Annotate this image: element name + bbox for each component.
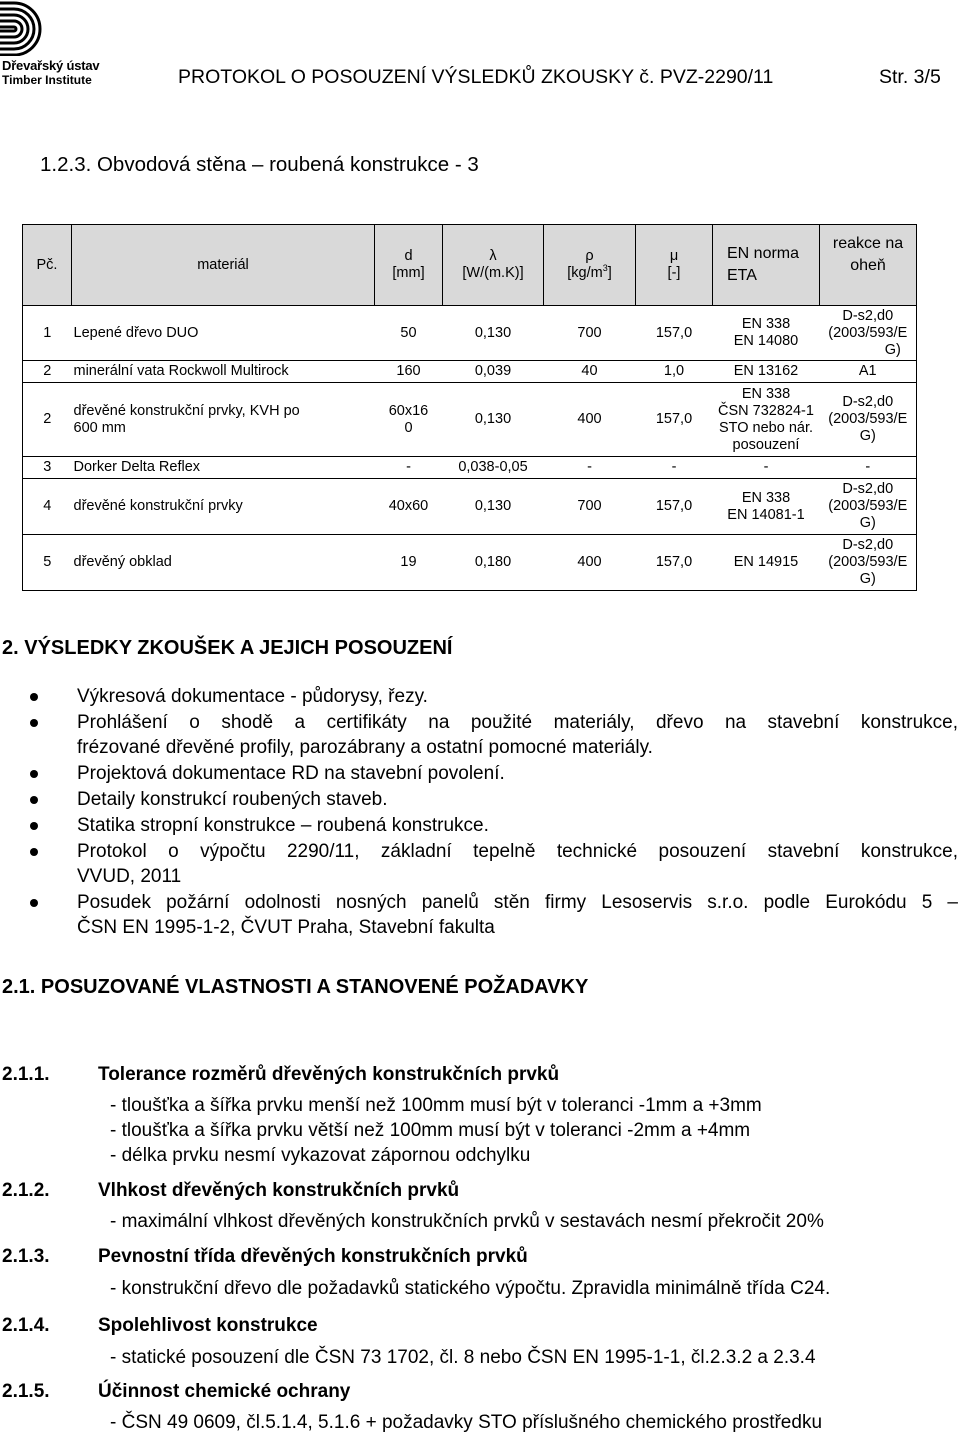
protocol-title: PROTOKOL O POSOUZENÍ VÝSLEDKŮ ZKOUSKY č. PVZ-2290/11 bbox=[178, 66, 774, 88]
table-row bbox=[23, 361, 917, 383]
norm-line: STO nebo nár. bbox=[718, 419, 814, 436]
col-header-pc: Pč. bbox=[23, 225, 72, 306]
cell-pc: 5 bbox=[23, 535, 72, 591]
subsection-title: Pevnostní třída dřevěných konstrukčních prvků bbox=[98, 1246, 528, 1267]
bullet-icon bbox=[30, 848, 38, 856]
cell-lambda: 0,180 bbox=[443, 535, 544, 591]
list-item-text: frézované dřevěné profily, parozábrany a ostatní pomocné materiály. bbox=[77, 737, 653, 758]
mu-unit: [-] bbox=[667, 265, 681, 281]
bullet-icon bbox=[30, 719, 38, 727]
norm-line: EN 14081-1 bbox=[727, 506, 805, 523]
fire-line: (2003/593/E bbox=[828, 498, 908, 514]
cell-d bbox=[375, 383, 443, 457]
section-heading: 1.2.3. Obvodová stěna – roubená konstrukce - 3 bbox=[40, 153, 479, 176]
logo-subtitle: Timber Institute bbox=[2, 73, 92, 87]
bullet-icon bbox=[30, 822, 38, 830]
cell-material bbox=[72, 383, 375, 457]
fire-line: G) bbox=[859, 515, 876, 531]
cell-rho: 400 bbox=[544, 535, 636, 591]
cell-norm: - bbox=[713, 457, 820, 479]
rho-unit-sup: 3 bbox=[602, 263, 608, 274]
bullet-icon bbox=[30, 770, 38, 778]
cell-lambda: 0,039 bbox=[443, 361, 544, 383]
subsection-number: 2.1.1. bbox=[2, 1064, 50, 1085]
fire-line: D-s2,d0 bbox=[842, 537, 894, 553]
cell-pc: 1 bbox=[23, 306, 72, 361]
table-header-row bbox=[23, 225, 917, 306]
cell-norm: EN 13162 bbox=[713, 361, 820, 383]
cell-fire bbox=[820, 479, 917, 535]
list-item bbox=[30, 787, 958, 812]
cell-rho: - bbox=[544, 457, 636, 479]
norm-line: EN 338 bbox=[741, 489, 791, 506]
subsection-number: 2.1.4. bbox=[2, 1315, 50, 1336]
list-item bbox=[30, 761, 958, 786]
fire-line: (2003/593/E bbox=[828, 411, 908, 427]
cell-material: dřevěný obklad bbox=[72, 535, 375, 591]
requirement-line: - délka prvku nesmí vykazovat zápornou odchylku bbox=[110, 1145, 531, 1166]
cell-pc: 4 bbox=[23, 479, 72, 535]
cell-d: 40x60 bbox=[375, 479, 443, 535]
cell-lambda: 0,130 bbox=[443, 383, 544, 457]
cell-rho: 700 bbox=[544, 479, 636, 535]
logo-name: Dřevařský ústav bbox=[2, 58, 100, 73]
norm-line: EN 338 bbox=[741, 385, 791, 402]
norm-line: EN 338 bbox=[741, 316, 791, 332]
table-row bbox=[23, 479, 917, 535]
cell-d: 160 bbox=[375, 361, 443, 383]
bullet-icon bbox=[30, 796, 38, 804]
properties-heading: 2.1. POSUZOVANÉ VLASTNOSTI A STANOVENÉ POŽADAVKY bbox=[2, 976, 589, 998]
subsection-number: 2.1.5. bbox=[2, 1381, 50, 1402]
fire-line: G) bbox=[859, 571, 876, 587]
cell-mu: 1,0 bbox=[636, 361, 713, 383]
cell-norm bbox=[713, 306, 820, 361]
table-row bbox=[23, 306, 917, 361]
requirement-line: - maximální vlhkost dřevěných konstrukčních prvků v sestavách nesmí překročit 20% bbox=[110, 1211, 824, 1232]
subsection-title: Spolehlivost konstrukce bbox=[98, 1315, 318, 1336]
material-line: 600 mm bbox=[73, 419, 126, 436]
fire-line: D-s2,d0 bbox=[842, 307, 894, 324]
subsection-title: Tolerance rozměrů dřevěných konstrukčních prvků bbox=[98, 1064, 560, 1085]
page-number: Str. 3/5 bbox=[879, 66, 941, 88]
requirement-line: - ČSN 49 0609, čl.5.1.4, 5.1.6 + požadavky STO příslušného chemického prostředku bbox=[110, 1412, 823, 1433]
cell-fire bbox=[820, 383, 917, 457]
cell-norm bbox=[713, 479, 820, 535]
cell-d: 19 bbox=[375, 535, 443, 591]
cell-norm bbox=[713, 383, 820, 457]
subsection-number: 2.1.2. bbox=[2, 1180, 50, 1201]
cell-norm: EN 14915 bbox=[713, 535, 820, 591]
fire-line: (2003/593/E bbox=[828, 554, 908, 570]
list-item bbox=[30, 813, 958, 838]
list-item-text: Prohlášení o shodě a certifikáty na použité materiály, dřevo na stavební konstrukce, bbox=[77, 712, 958, 733]
col-header-d bbox=[375, 225, 443, 306]
cell-fire: A1 bbox=[820, 361, 917, 383]
norm-line: EN 14080 bbox=[733, 333, 799, 349]
fire-line: D-s2,d0 bbox=[842, 394, 894, 410]
col-header-lambda bbox=[443, 225, 544, 306]
fire-line: D-s2,d0 bbox=[842, 481, 894, 497]
cell-mu: 157,0 bbox=[636, 535, 713, 591]
rho-unit: [kg/m bbox=[567, 265, 603, 281]
d-line: 60x16 bbox=[388, 402, 429, 419]
documents-list bbox=[30, 684, 958, 941]
fire-line: G) bbox=[859, 428, 876, 444]
cell-material: Dorker Delta Reflex bbox=[72, 457, 375, 479]
bullet-icon bbox=[30, 693, 38, 701]
cell-pc: 2 bbox=[23, 361, 72, 383]
cell-material: minerální vata Rockwoll Multirock bbox=[72, 361, 375, 383]
table-row bbox=[23, 535, 917, 591]
mu-symbol: μ bbox=[669, 248, 679, 264]
list-item-text: Protokol o výpočtu 2290/11, základní tepelně technické posouzení stavební konstrukce, bbox=[77, 841, 958, 862]
col-header-rho bbox=[544, 225, 636, 306]
subsection-title: Vlhkost dřevěných konstrukčních prvků bbox=[98, 1180, 460, 1201]
cell-fire: - bbox=[820, 457, 917, 479]
list-item-text: Statika stropní konstrukce – roubená konstrukce. bbox=[77, 815, 489, 836]
cell-rho: 700 bbox=[544, 306, 636, 361]
list-item-text: Výkresová dokumentace - půdorysy, řezy. bbox=[77, 686, 428, 707]
d-unit: [mm] bbox=[392, 265, 425, 281]
cell-pc: 2 bbox=[23, 383, 72, 457]
cell-lambda: 0,038-0,05 bbox=[443, 457, 544, 479]
requirement-line: - statické posouzení dle ČSN 73 1702, čl. 8 nebo ČSN EN 1995-1-1, čl.2.3.2 a 2.3.4 bbox=[110, 1347, 816, 1368]
cell-mu: 157,0 bbox=[636, 383, 713, 457]
cell-rho: 40 bbox=[544, 361, 636, 383]
cell-mu: - bbox=[636, 457, 713, 479]
requirement-line: - tloušťka a šířka prvku menší než 100mm musí být v toleranci -1mm a +3mm bbox=[110, 1095, 762, 1116]
list-item bbox=[30, 710, 958, 760]
cell-fire bbox=[820, 535, 917, 591]
table-row bbox=[23, 383, 917, 457]
rho-symbol: ρ bbox=[585, 248, 594, 264]
cell-material: dřevěné konstrukční prvky bbox=[72, 479, 375, 535]
rho-unit-close: ] bbox=[607, 265, 612, 281]
lambda-symbol: λ bbox=[489, 248, 497, 264]
fire-line: G) bbox=[884, 341, 901, 358]
col-header-norm: EN norma ETA bbox=[713, 225, 820, 306]
institute-logo bbox=[0, 0, 150, 95]
list-item-text: Detaily konstrukcí roubených staveb. bbox=[77, 789, 388, 810]
col-header-fire: reakce na oheň bbox=[820, 225, 917, 306]
cell-lambda: 0,130 bbox=[443, 479, 544, 535]
list-item bbox=[30, 839, 958, 889]
cell-pc: 3 bbox=[23, 457, 72, 479]
cell-mu: 157,0 bbox=[636, 306, 713, 361]
cell-d: - bbox=[375, 457, 443, 479]
cell-material: Lepené dřevo DUO bbox=[72, 306, 375, 361]
cell-rho: 400 bbox=[544, 383, 636, 457]
col-header-material: materiál bbox=[72, 225, 375, 306]
col-header-mu bbox=[636, 225, 713, 306]
cell-mu: 157,0 bbox=[636, 479, 713, 535]
list-item-text: VVUD, 2011 bbox=[77, 866, 182, 887]
list-item-text: Posudek požární odolnosti nosných panelů stěn firmy Lesoservis s.r.o. podle Eurokódu 5 – bbox=[77, 892, 958, 913]
norm-line: ČSN 732824-1 bbox=[718, 402, 814, 419]
materials-table bbox=[22, 224, 916, 591]
d-line: 0 bbox=[404, 419, 413, 436]
cell-d: 50 bbox=[375, 306, 443, 361]
subsection-number: 2.1.3. bbox=[2, 1246, 50, 1267]
material-line: dřevěné konstrukční prvky, KVH po bbox=[73, 402, 300, 419]
list-item bbox=[30, 684, 958, 709]
list-item-text: ČSN EN 1995-1-2, ČVUT Praha, Stavební fakulta bbox=[77, 917, 495, 938]
lambda-unit: [W/(m.K)] bbox=[462, 265, 524, 281]
subsection-title: Účinnost chemické ochrany bbox=[98, 1381, 351, 1402]
list-item-text: Projektová dokumentace RD na stavební povolení. bbox=[77, 763, 505, 784]
table-row bbox=[23, 457, 917, 479]
list-item bbox=[30, 890, 958, 940]
cell-fire bbox=[820, 306, 917, 361]
cell-lambda: 0,130 bbox=[443, 306, 544, 361]
results-heading: 2. VÝSLEDKY ZKOUŠEK A JEJICH POSOUZENÍ bbox=[2, 637, 453, 659]
requirement-line: - konstrukční dřevo dle požadavků statického výpočtu. Zpravidla minimálně třída C24. bbox=[110, 1278, 831, 1299]
bullet-icon bbox=[30, 899, 38, 907]
d-symbol: d bbox=[404, 248, 413, 264]
requirement-line: - tloušťka a šířka prvku větší než 100mm musí být v toleranci -2mm a +4mm bbox=[110, 1120, 751, 1141]
spiral-logo-icon bbox=[0, 0, 60, 56]
norm-line: posouzení bbox=[732, 436, 800, 453]
fire-line: (2003/593/E bbox=[828, 324, 908, 341]
